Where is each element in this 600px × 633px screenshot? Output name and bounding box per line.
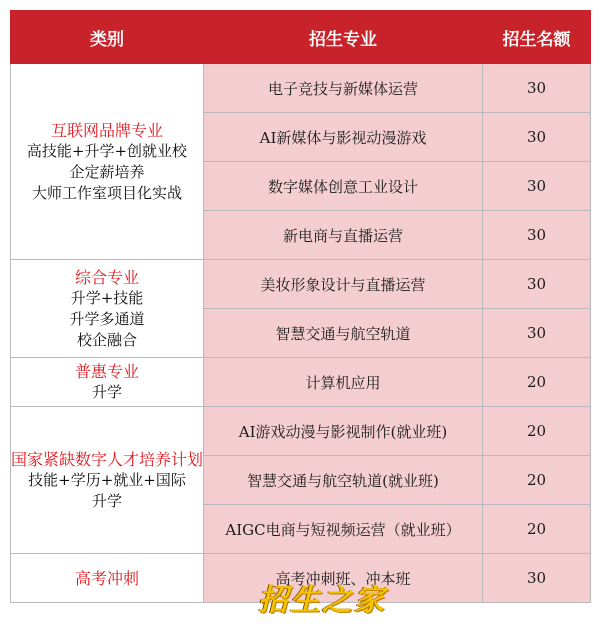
enrollment-count: 30 <box>483 64 591 113</box>
major-name: 电子竞技与新媒体运营 <box>204 64 483 113</box>
header-row <box>11 11 591 64</box>
major-name: 智慧交通与航空轨道 <box>204 309 483 358</box>
category-description: 高技能+升学+创就业校 <box>26 141 188 160</box>
header-count: 招生名额 <box>483 11 591 64</box>
enrollment-count: 30 <box>483 554 591 603</box>
category-description: 升学 <box>91 383 122 401</box>
enrollment-count: 20 <box>483 505 591 554</box>
category-title: 高考冲刺 <box>74 568 139 588</box>
major-name: 智慧交通与航空轨道(就业班) <box>204 456 483 505</box>
enrollment-count: 30 <box>483 211 591 260</box>
category-cell <box>11 64 204 260</box>
major-name: 计算机应用 <box>204 358 483 407</box>
major-name: 美妆形象设计与直播运营 <box>204 260 483 309</box>
category-description: 大师工作室项目化实战 <box>31 183 182 202</box>
category-cell <box>11 407 204 554</box>
category-cell <box>11 554 204 603</box>
major-name: AIGC电商与短视频运营（就业班） <box>204 505 483 554</box>
category-title: 普惠专业 <box>74 362 139 381</box>
category-description: 校企融合 <box>76 330 137 349</box>
category-cell <box>11 358 204 407</box>
table-row <box>11 554 591 603</box>
major-name: AI游戏动漫与影视制作(就业班) <box>204 407 483 456</box>
table-row <box>11 260 591 309</box>
enrollment-count: 30 <box>483 113 591 162</box>
category-description: 升学+技能 <box>70 288 144 307</box>
enrollment-table <box>10 10 591 603</box>
header-major: 招生专业 <box>204 11 483 64</box>
category-title: 互联网品牌专业 <box>50 120 163 140</box>
major-name: AI新媒体与影视动漫游戏 <box>204 113 483 162</box>
category-description: 升学多通道 <box>69 309 145 328</box>
category-cell <box>11 260 204 358</box>
category-title: 国家紧缺数字人才培养计划 <box>11 449 204 469</box>
enrollment-count: 20 <box>483 456 591 505</box>
category-title: 综合专业 <box>74 267 139 287</box>
category-description: 企定薪培养 <box>69 162 145 181</box>
table-row <box>11 407 591 456</box>
table-row <box>11 358 591 407</box>
table-row <box>11 64 591 113</box>
enrollment-count: 30 <box>483 260 591 309</box>
category-description: 技能+学历+就业+国际 <box>28 470 186 489</box>
enrollment-count: 30 <box>483 309 591 358</box>
header-category: 类别 <box>11 11 204 64</box>
major-name: 数字媒体创意工业设计 <box>204 162 483 211</box>
enrollment-count: 20 <box>483 407 591 456</box>
category-description: 升学 <box>91 491 122 510</box>
enrollment-count: 30 <box>483 162 591 211</box>
major-name: 高考冲刺班、冲本班 <box>204 554 483 603</box>
watermark-logo: 招生之家 <box>258 583 386 618</box>
major-name: 新电商与直播运营 <box>204 211 483 260</box>
enrollment-count: 20 <box>483 358 591 407</box>
table-body <box>11 64 591 603</box>
